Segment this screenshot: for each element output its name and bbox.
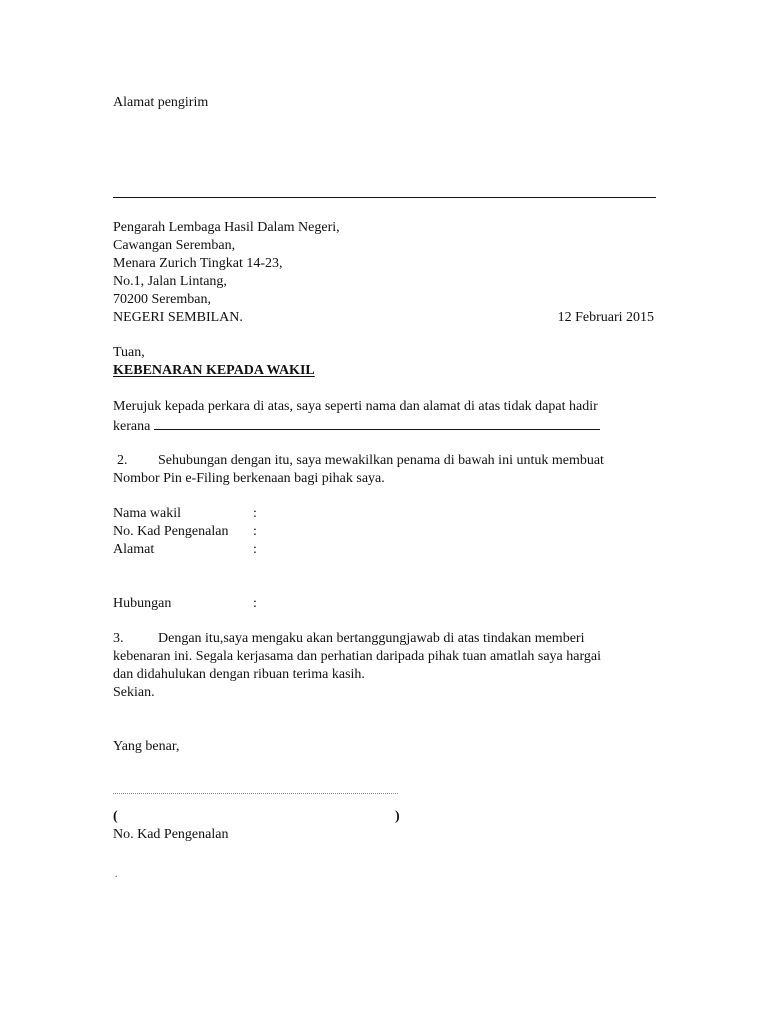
letter-date: 12 Februari 2015 (557, 310, 654, 325)
para2-line2: Nombor Pin e-Filing berkenaan bagi pihak saya. (113, 471, 385, 486)
field-name-colon: : (253, 506, 257, 521)
recipient-line: Menara Zurich Tingkat 14-23, (113, 256, 283, 271)
closing-yang-benar: Yang benar, (113, 739, 180, 754)
field-relation-label: Hubungan (113, 596, 172, 611)
para3-number: 3. (113, 631, 124, 646)
reason-blank-line (154, 416, 600, 430)
recipient-line: 70200 Seremban, (113, 292, 211, 307)
field-ic-label: No. Kad Pengenalan (113, 524, 229, 539)
field-ic-colon: : (253, 524, 257, 539)
para1-line1: Merujuk kepada perkara di atas, saya seperti nama dan alamat di atas tidak dapat hadir (113, 399, 598, 414)
header-divider (113, 197, 656, 198)
field-address-colon: : (253, 542, 257, 557)
sender-address-label: Alamat pengirim (113, 95, 209, 110)
para1-prefix: kerana (113, 419, 151, 434)
field-relation-colon: : (253, 596, 257, 611)
signature-ic-label: No. Kad Pengenalan (113, 827, 229, 842)
recipient-line: Cawangan Seremban, (113, 238, 236, 253)
para1-line2 (113, 416, 600, 436)
signature-open-paren: ( (113, 809, 118, 824)
recipient-line: Pengarah Lembaga Hasil Dalam Negeri, (113, 220, 340, 235)
salutation: Tuan, (113, 345, 145, 360)
para3-line2: kebenaran ini. Segala kerjasama dan perhatian daripada pihak tuan amatlah saya hargai (113, 649, 601, 664)
footer-mark: . (115, 869, 118, 880)
closing-sekian: Sekian. (113, 685, 155, 700)
recipient-line: No.1, Jalan Lintang, (113, 274, 227, 289)
para2-line1: Sehubungan dengan itu, saya mewakilkan penama di bawah ini untuk membuat (158, 453, 604, 468)
letter-title: KEBENARAN KEPADA WAKIL (113, 363, 315, 378)
signature-close-paren: ) (395, 809, 400, 824)
para2-number: 2. (117, 453, 128, 468)
para3-line3: dan didahulukan dengan ribuan terima kasih. (113, 667, 365, 682)
field-name-label: Nama wakil (113, 506, 182, 521)
recipient-line: NEGERI SEMBILAN. (113, 310, 243, 325)
para3-line1: Dengan itu,saya mengaku akan bertanggungjawab di atas tindakan memberi (158, 631, 585, 646)
signature-dotted-line (113, 793, 398, 794)
field-address-label: Alamat (113, 542, 155, 557)
